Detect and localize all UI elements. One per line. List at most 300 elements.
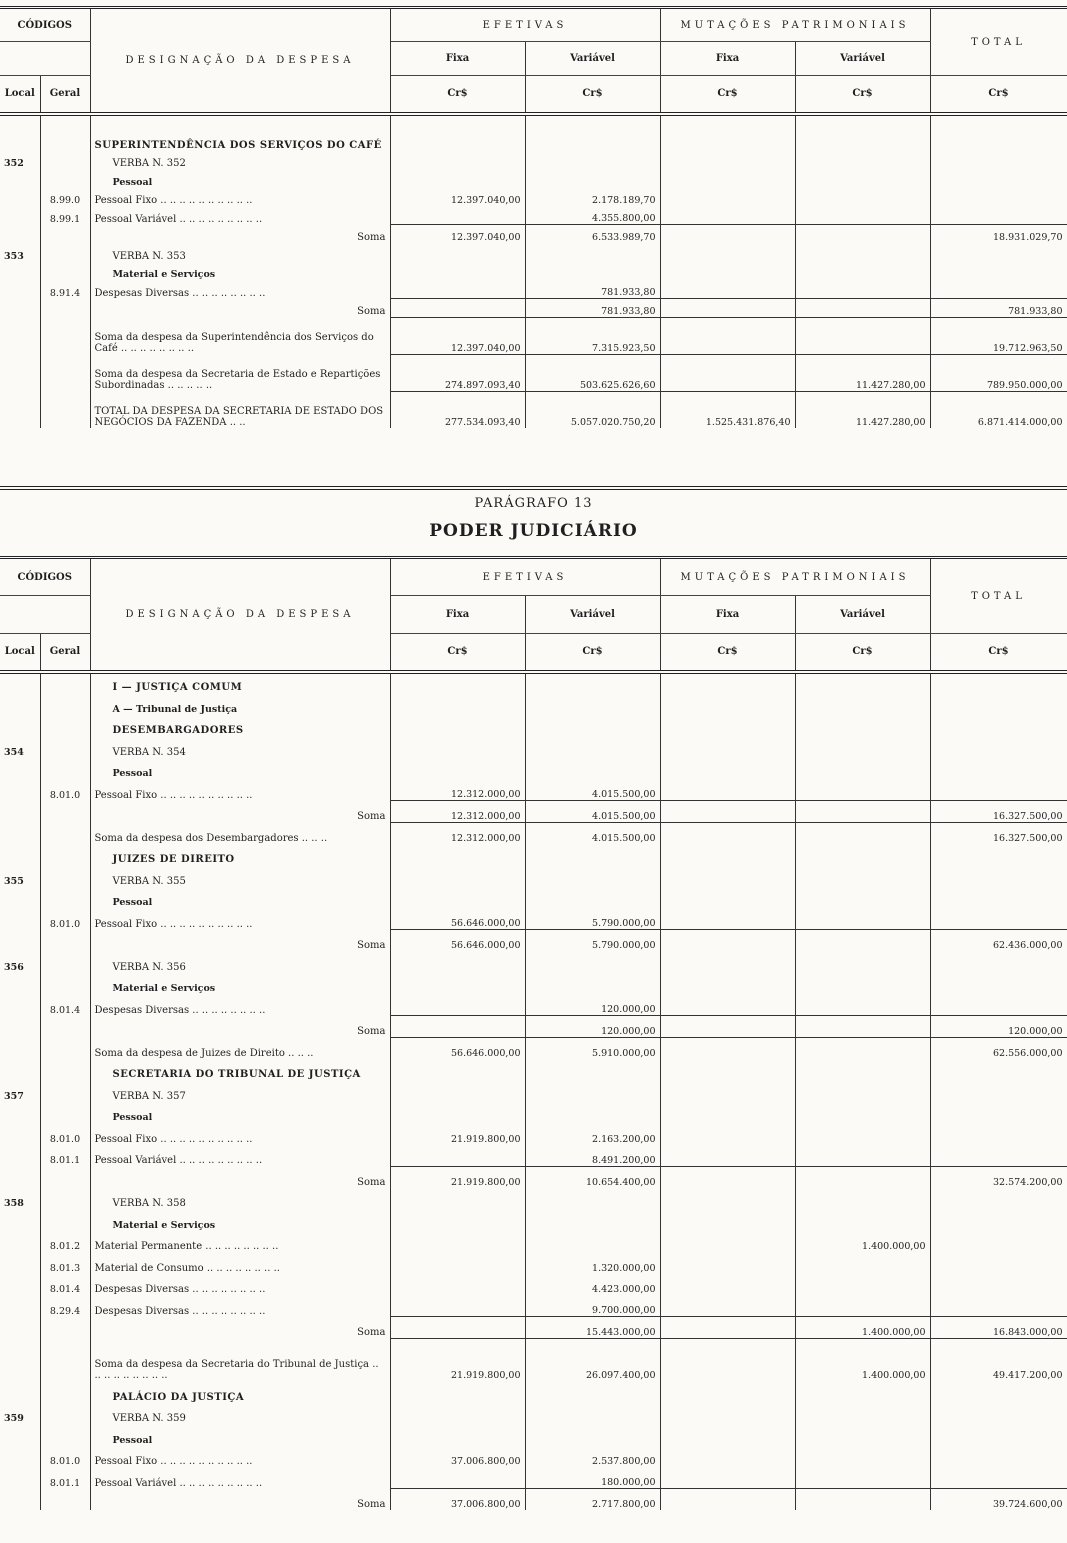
- currency-label: Cr$: [660, 76, 795, 114]
- codigo-local: [0, 317, 40, 354]
- mutacoes-variavel-value: [795, 973, 930, 995]
- efetivas-fixa-value: [390, 672, 525, 694]
- total-value: 62.436.000,00: [930, 930, 1067, 952]
- mutacoes-variavel-value: [795, 1295, 930, 1317]
- codigo-local: [0, 1274, 40, 1296]
- mutacoes-fixa-value: [660, 758, 795, 780]
- codigo-local: [0, 1446, 40, 1468]
- efetivas-fixa-value: 21.919.800,00: [390, 1166, 525, 1188]
- total-value: [930, 951, 1067, 973]
- codigo-geral: [40, 354, 90, 391]
- currency-label: Cr$: [525, 76, 660, 114]
- mutacoes-fixa-value: [660, 973, 795, 995]
- codigo-geral: [40, 151, 90, 170]
- efetivas-variavel-value: [525, 243, 660, 262]
- table-row: [0, 1016, 1067, 1038]
- designacao-cell: Soma da despesa da Superintendência dos Serviços do Café .. .. .. .. .. .. .. ..: [90, 317, 390, 354]
- mutacoes-variavel-value: [795, 736, 930, 758]
- paragraph-title: PODER JUDICIÁRIO: [429, 521, 638, 541]
- table-row: [0, 951, 1067, 973]
- mutacoes-variavel-value: [795, 908, 930, 930]
- codigo-local: [0, 693, 40, 715]
- codigo-local: [0, 1145, 40, 1167]
- mutacoes-fixa-value: [660, 1381, 795, 1403]
- mutacoes-fixa-value: [660, 1467, 795, 1489]
- mutacoes-fixa-value: [660, 243, 795, 262]
- local-header: Local: [0, 634, 40, 672]
- total-value: [930, 262, 1067, 281]
- table-row: [0, 693, 1067, 715]
- designacao-cell: PALÁCIO DA JUSTIÇA: [90, 1381, 390, 1403]
- efetivas-variavel-value: 26.097.400,00: [525, 1338, 660, 1381]
- mutacoes-variavel-value: [795, 865, 930, 887]
- efetivas-variavel-value: [525, 1231, 660, 1253]
- codigo-local: [0, 715, 40, 737]
- designacao-cell: JUIZES DE DIREITO: [90, 844, 390, 866]
- mutacoes-variavel-value: [795, 1037, 930, 1059]
- efetivas-variavel-value: 4.015.500,00: [525, 822, 660, 844]
- total-value: 120.000,00: [930, 1016, 1067, 1038]
- mutacoes-variavel-value: [795, 169, 930, 188]
- efetivas-fixa-value: [390, 169, 525, 188]
- table-row: [0, 354, 1067, 391]
- section-divider: [0, 486, 1067, 490]
- mutacoes-variavel-value: [795, 1016, 930, 1038]
- table-row: [0, 672, 1067, 694]
- designacao-cell: Pessoal: [90, 1424, 390, 1446]
- currency-label: Cr$: [795, 634, 930, 672]
- efetivas-variavel-value: [525, 1403, 660, 1425]
- efetivas-variavel-value: [525, 114, 660, 151]
- designacao-cell: VERBA N. 356: [90, 951, 390, 973]
- designacao-cell: Material e Serviços: [90, 262, 390, 281]
- efetivas-variavel-value: 7.315.923,50: [525, 317, 660, 354]
- designacao-cell: Pessoal: [90, 887, 390, 909]
- efetivas-fixa-value: [390, 1209, 525, 1231]
- designacao-cell: Pessoal: [90, 169, 390, 188]
- mutacoes-variavel-header: Variável: [795, 596, 930, 634]
- total-value: [930, 758, 1067, 780]
- total-value: [930, 736, 1067, 758]
- codigo-local: [0, 354, 40, 391]
- codigo-geral: [40, 1489, 90, 1511]
- total-value: 16.327.500,00: [930, 822, 1067, 844]
- codigo-local: 359: [0, 1403, 40, 1425]
- codigo-local: 352: [0, 151, 40, 170]
- efetivas-variavel-value: 5.057.020.750,20: [525, 391, 660, 428]
- total-value: [930, 1446, 1067, 1468]
- designacao-cell: VERBA N. 355: [90, 865, 390, 887]
- efetivas-variavel-header: Variável: [525, 42, 660, 76]
- mutacoes-fixa-value: [660, 693, 795, 715]
- mutacoes-fixa-value: [660, 822, 795, 844]
- table-row: [0, 779, 1067, 801]
- codigo-geral: [40, 801, 90, 823]
- mutacoes-variavel-value: [795, 758, 930, 780]
- codigo-local: [0, 1209, 40, 1231]
- efetivas-variavel-value: 5.910.000,00: [525, 1037, 660, 1059]
- efetivas-fixa-value: [390, 1403, 525, 1425]
- codigo-geral: [40, 169, 90, 188]
- efetivas-variavel-value: 180.000,00: [525, 1467, 660, 1489]
- mutacoes-fixa-value: [660, 908, 795, 930]
- efetivas-fixa-value: [390, 1231, 525, 1253]
- total-value: [930, 1188, 1067, 1210]
- efetivas-fixa-value: [390, 1424, 525, 1446]
- efetivas-variavel-value: 120.000,00: [525, 1016, 660, 1038]
- codigo-local: [0, 779, 40, 801]
- efetivas-variavel-value: 503.625.626,60: [525, 354, 660, 391]
- efetivas-fixa-value: 37.006.800,00: [390, 1489, 525, 1511]
- efetivas-fixa-value: 21.919.800,00: [390, 1338, 525, 1381]
- efetivas-variavel-value: 781.933,80: [525, 280, 660, 299]
- efetivas-variavel-value: 2.178.189,70: [525, 188, 660, 207]
- total-value: 16.843.000,00: [930, 1317, 1067, 1339]
- codigo-local: [0, 1295, 40, 1317]
- total-value: [930, 151, 1067, 170]
- mutacoes-variavel-value: [795, 262, 930, 281]
- efetivas-fixa-value: [390, 151, 525, 170]
- total-value: [930, 908, 1067, 930]
- total-value: [930, 1102, 1067, 1124]
- designacao-cell: Pessoal Fixo .. .. .. .. .. .. .. .. .. ..: [90, 908, 390, 930]
- efetivas-fixa-value: 12.312.000,00: [390, 822, 525, 844]
- total-value: [930, 1381, 1067, 1403]
- mutacoes-variavel-value: [795, 1080, 930, 1102]
- efetivas-fixa-value: [390, 1274, 525, 1296]
- designacao-cell: Pessoal: [90, 758, 390, 780]
- currency-label: Cr$: [930, 76, 1067, 114]
- codigo-local: [0, 299, 40, 318]
- table-row: [0, 844, 1067, 866]
- mutacoes-fixa-value: [660, 1209, 795, 1231]
- total-value: [930, 1274, 1067, 1296]
- total-value: [930, 1295, 1067, 1317]
- codigo-geral: [40, 1016, 90, 1038]
- table-body-1: [0, 114, 1067, 429]
- table-row: [0, 736, 1067, 758]
- codigo-geral: [40, 1166, 90, 1188]
- codigo-local: [0, 1467, 40, 1489]
- efetivas-fixa-value: [390, 206, 525, 225]
- efetivas-variavel-value: [525, 1102, 660, 1124]
- table-row: [0, 1145, 1067, 1167]
- table-row: [0, 1209, 1067, 1231]
- designacao-cell: A — Tribunal de Justiça: [90, 693, 390, 715]
- efetivas-fixa-value: [390, 1317, 525, 1339]
- designacao-cell: DESEMBARGADORES: [90, 715, 390, 737]
- table-row: [0, 1059, 1067, 1081]
- table-row: [0, 1467, 1067, 1489]
- codigo-local: [0, 844, 40, 866]
- codigo-local: [0, 262, 40, 281]
- mutacoes-fixa-value: [660, 1424, 795, 1446]
- efetivas-variavel-header: Variável: [525, 596, 660, 634]
- total-value: [930, 243, 1067, 262]
- mutacoes-variavel-value: [795, 1252, 930, 1274]
- total-value: [930, 715, 1067, 737]
- mutacoes-variavel-value: [795, 715, 930, 737]
- designacao-cell: Pessoal Variável .. .. .. .. .. .. .. .. ..: [90, 1145, 390, 1167]
- codigo-geral: [40, 758, 90, 780]
- table-row: [0, 1231, 1067, 1253]
- efetivas-variavel-value: 2.537.800,00: [525, 1446, 660, 1468]
- table-row: [0, 1252, 1067, 1274]
- codigo-geral: [40, 317, 90, 354]
- efetivas-variavel-value: [525, 693, 660, 715]
- codigo-geral: [40, 1403, 90, 1425]
- efetivas-variavel-value: [525, 1424, 660, 1446]
- codigo-local: [0, 930, 40, 952]
- efetivas-variavel-value: 120.000,00: [525, 994, 660, 1016]
- efetivas-variavel-value: [525, 151, 660, 170]
- codigo-geral: 8.99.1: [40, 206, 90, 225]
- total-value: 789.950.000,00: [930, 354, 1067, 391]
- efetivas-variavel-value: [525, 736, 660, 758]
- mutacoes-fixa-value: [660, 206, 795, 225]
- designacao-cell: VERBA N. 357: [90, 1080, 390, 1102]
- mutacoes-variavel-value: [795, 930, 930, 952]
- efetivas-fixa-value: [390, 114, 525, 151]
- table-row: [0, 822, 1067, 844]
- designacao-cell: Soma: [90, 801, 390, 823]
- codigo-geral: 8.01.0: [40, 779, 90, 801]
- codigo-geral: [40, 715, 90, 737]
- total-value: [930, 206, 1067, 225]
- mutacoes-fixa-value: [660, 188, 795, 207]
- table-row: [0, 1166, 1067, 1188]
- codigo-local: 353: [0, 243, 40, 262]
- mutacoes-fixa-value: 1.525.431.876,40: [660, 391, 795, 428]
- total-value: 32.574.200,00: [930, 1166, 1067, 1188]
- codigo-local: [0, 280, 40, 299]
- mutacoes-fixa-value: [660, 1059, 795, 1081]
- codigo-geral: [40, 1381, 90, 1403]
- total-value: [930, 779, 1067, 801]
- codigo-geral: [40, 262, 90, 281]
- mutacoes-variavel-value: [795, 1403, 930, 1425]
- mutacoes-variavel-value: [795, 1209, 930, 1231]
- efetivas-variavel-value: [525, 1209, 660, 1231]
- geral-header: Geral: [40, 634, 90, 672]
- designacao-cell: Soma: [90, 1489, 390, 1511]
- currency-label: Cr$: [390, 76, 525, 114]
- efetivas-variavel-value: 8.491.200,00: [525, 1145, 660, 1167]
- efetivas-fixa-value: 21.919.800,00: [390, 1123, 525, 1145]
- table-row: [0, 391, 1067, 428]
- efetivas-variavel-value: [525, 715, 660, 737]
- efetivas-fixa-value: 12.312.000,00: [390, 779, 525, 801]
- codigo-geral: 8.01.1: [40, 1467, 90, 1489]
- mutacoes-variavel-value: 11.427.280,00: [795, 354, 930, 391]
- designacao-cell: Pessoal Variável .. .. .. .. .. .. .. .. ..: [90, 1467, 390, 1489]
- efetivas-fixa-value: [390, 1295, 525, 1317]
- table-row: [0, 1080, 1067, 1102]
- mutacoes-variavel-value: [795, 1467, 930, 1489]
- codigo-geral: 8.01.2: [40, 1231, 90, 1253]
- mutacoes-fixa-value: [660, 225, 795, 244]
- mutacoes-fixa-value: [660, 672, 795, 694]
- codigo-geral: [40, 672, 90, 694]
- codigo-local: 357: [0, 1080, 40, 1102]
- total-value: 19.712.963,50: [930, 317, 1067, 354]
- efetivas-variavel-value: [525, 1188, 660, 1210]
- mutacoes-variavel-value: [795, 243, 930, 262]
- efetivas-fixa-value: [390, 243, 525, 262]
- table-row: [0, 1274, 1067, 1296]
- codigo-geral: [40, 736, 90, 758]
- designacao-cell: Soma da despesa da Secretaria de Estado e Repartições Subordinadas .. .. .. .. ..: [90, 354, 390, 391]
- table-row: [0, 206, 1067, 225]
- total-value: [930, 1231, 1067, 1253]
- mutacoes-fixa-value: [660, 1037, 795, 1059]
- mutacoes-fixa-value: [660, 1317, 795, 1339]
- efetivas-variavel-value: 2.717.800,00: [525, 1489, 660, 1511]
- table-row: [0, 1317, 1067, 1339]
- efetivas-variavel-value: 4.423.000,00: [525, 1274, 660, 1296]
- mutacoes-header: MUTAÇÕES PATRIMONIAIS: [660, 558, 930, 596]
- mutacoes-fixa-value: [660, 736, 795, 758]
- mutacoes-fixa-value: [660, 1403, 795, 1425]
- total-value: [930, 188, 1067, 207]
- mutacoes-variavel-value: [795, 1274, 930, 1296]
- codigo-local: 355: [0, 865, 40, 887]
- designacao-cell: Pessoal Fixo .. .. .. .. .. .. .. .. .. ..: [90, 1123, 390, 1145]
- codigo-local: [0, 1102, 40, 1124]
- mutacoes-fixa-value: [660, 1489, 795, 1511]
- designacao-cell: Soma da despesa da Secretaria do Tribunal de Justiça .. .. .. .. .. .. .. .. ..: [90, 1338, 390, 1381]
- budget-table-1: [0, 6, 1067, 428]
- designacao-header: DESIGNAÇÃO DA DESPESA: [90, 8, 390, 114]
- total-value: [930, 1123, 1067, 1145]
- mutacoes-variavel-value: [795, 951, 930, 973]
- total-value: [930, 169, 1067, 188]
- designacao-cell: Pessoal Fixo .. .. .. .. .. .. .. .. .. ..: [90, 1446, 390, 1468]
- designacao-cell: Material e Serviços: [90, 1209, 390, 1231]
- codigo-geral: [40, 1102, 90, 1124]
- table-row: [0, 169, 1067, 188]
- mutacoes-fixa-value: [660, 779, 795, 801]
- efetivas-fixa-value: [390, 758, 525, 780]
- mutacoes-fixa-value: [660, 887, 795, 909]
- mutacoes-variavel-value: 1.400.000,00: [795, 1231, 930, 1253]
- mutacoes-variavel-value: [795, 1446, 930, 1468]
- total-value: 49.417.200,00: [930, 1338, 1067, 1381]
- mutacoes-fixa-value: [660, 1446, 795, 1468]
- efetivas-fixa-value: 12.312.000,00: [390, 801, 525, 823]
- total-value: [930, 1424, 1067, 1446]
- table-row: [0, 994, 1067, 1016]
- efetivas-variavel-value: 6.533.989,70: [525, 225, 660, 244]
- codigo-local: [0, 1381, 40, 1403]
- codigo-local: [0, 1424, 40, 1446]
- designacao-header: DESIGNAÇÃO DA DESPESA: [90, 558, 390, 672]
- codigo-local: [0, 1317, 40, 1339]
- total-header: TOTAL: [930, 558, 1067, 634]
- efetivas-variavel-value: [525, 758, 660, 780]
- codigo-local: [0, 1489, 40, 1511]
- codigo-geral: 8.01.4: [40, 1274, 90, 1296]
- designacao-cell: Pessoal: [90, 1102, 390, 1124]
- codigo-geral: [40, 865, 90, 887]
- mutacoes-fixa-value: [660, 1188, 795, 1210]
- mutacoes-variavel-value: [795, 225, 930, 244]
- table-row: [0, 973, 1067, 995]
- efetivas-fixa-value: [390, 736, 525, 758]
- codigo-local: [0, 801, 40, 823]
- mutacoes-variavel-value: [795, 1424, 930, 1446]
- designacao-cell: Soma: [90, 930, 390, 952]
- codigo-geral: [40, 243, 90, 262]
- mutacoes-fixa-value: [660, 151, 795, 170]
- total-value: [930, 1080, 1067, 1102]
- total-value: [930, 672, 1067, 694]
- efetivas-fixa-value: [390, 262, 525, 281]
- table-row: [0, 758, 1067, 780]
- codigo-geral: [40, 225, 90, 244]
- efetivas-variavel-value: 9.700.000,00: [525, 1295, 660, 1317]
- efetivas-variavel-value: [525, 169, 660, 188]
- total-value: 39.724.600,00: [930, 1489, 1067, 1511]
- efetivas-fixa-value: 12.397.040,00: [390, 317, 525, 354]
- codigo-geral: 8.91.4: [40, 280, 90, 299]
- total-value: [930, 865, 1067, 887]
- efetivas-variavel-value: 4.355.800,00: [525, 206, 660, 225]
- efetivas-fixa-value: [390, 1381, 525, 1403]
- total-value: [930, 693, 1067, 715]
- designacao-cell: VERBA N. 359: [90, 1403, 390, 1425]
- mutacoes-fixa-value: [660, 317, 795, 354]
- mutacoes-fixa-value: [660, 715, 795, 737]
- table-row: [0, 317, 1067, 354]
- mutacoes-fixa-value: [660, 844, 795, 866]
- mutacoes-fixa-value: [660, 1016, 795, 1038]
- table-row: [0, 801, 1067, 823]
- designacao-cell: SECRETARIA DO TRIBUNAL DE JUSTIÇA: [90, 1059, 390, 1081]
- codigo-geral: 8.01.4: [40, 994, 90, 1016]
- mutacoes-variavel-value: [795, 151, 930, 170]
- codigo-geral: [40, 391, 90, 428]
- codigo-local: [0, 169, 40, 188]
- codigo-local: [0, 822, 40, 844]
- total-value: 781.933,80: [930, 299, 1067, 318]
- table-row: [0, 188, 1067, 207]
- codigo-local: 358: [0, 1188, 40, 1210]
- designacao-cell: Pessoal Variável .. .. .. .. .. .. .. .. ..: [90, 206, 390, 225]
- codigo-local: [0, 1123, 40, 1145]
- efetivas-header: EFETIVAS: [390, 8, 660, 42]
- table-row: [0, 1338, 1067, 1381]
- mutacoes-variavel-value: [795, 1059, 930, 1081]
- table-row: [0, 1446, 1067, 1468]
- total-value: [930, 844, 1067, 866]
- mutacoes-fixa-value: [660, 801, 795, 823]
- mutacoes-variavel-value: [795, 280, 930, 299]
- designacao-cell: Despesas Diversas .. .. .. .. .. .. .. ..: [90, 1274, 390, 1296]
- table-row: [0, 1295, 1067, 1317]
- designacao-cell: Despesas Diversas .. .. .. .. .. .. .. ..: [90, 994, 390, 1016]
- designacao-cell: VERBA N. 354: [90, 736, 390, 758]
- mutacoes-fixa-header: Fixa: [660, 42, 795, 76]
- efetivas-fixa-value: 12.397.040,00: [390, 188, 525, 207]
- total-value: [930, 1059, 1067, 1081]
- codigo-local: [0, 1059, 40, 1081]
- budget-table-2: [0, 556, 1067, 1510]
- codigo-geral: 8.01.0: [40, 908, 90, 930]
- efetivas-fixa-value: [390, 865, 525, 887]
- currency-label: Cr$: [660, 634, 795, 672]
- table-row: [0, 1403, 1067, 1425]
